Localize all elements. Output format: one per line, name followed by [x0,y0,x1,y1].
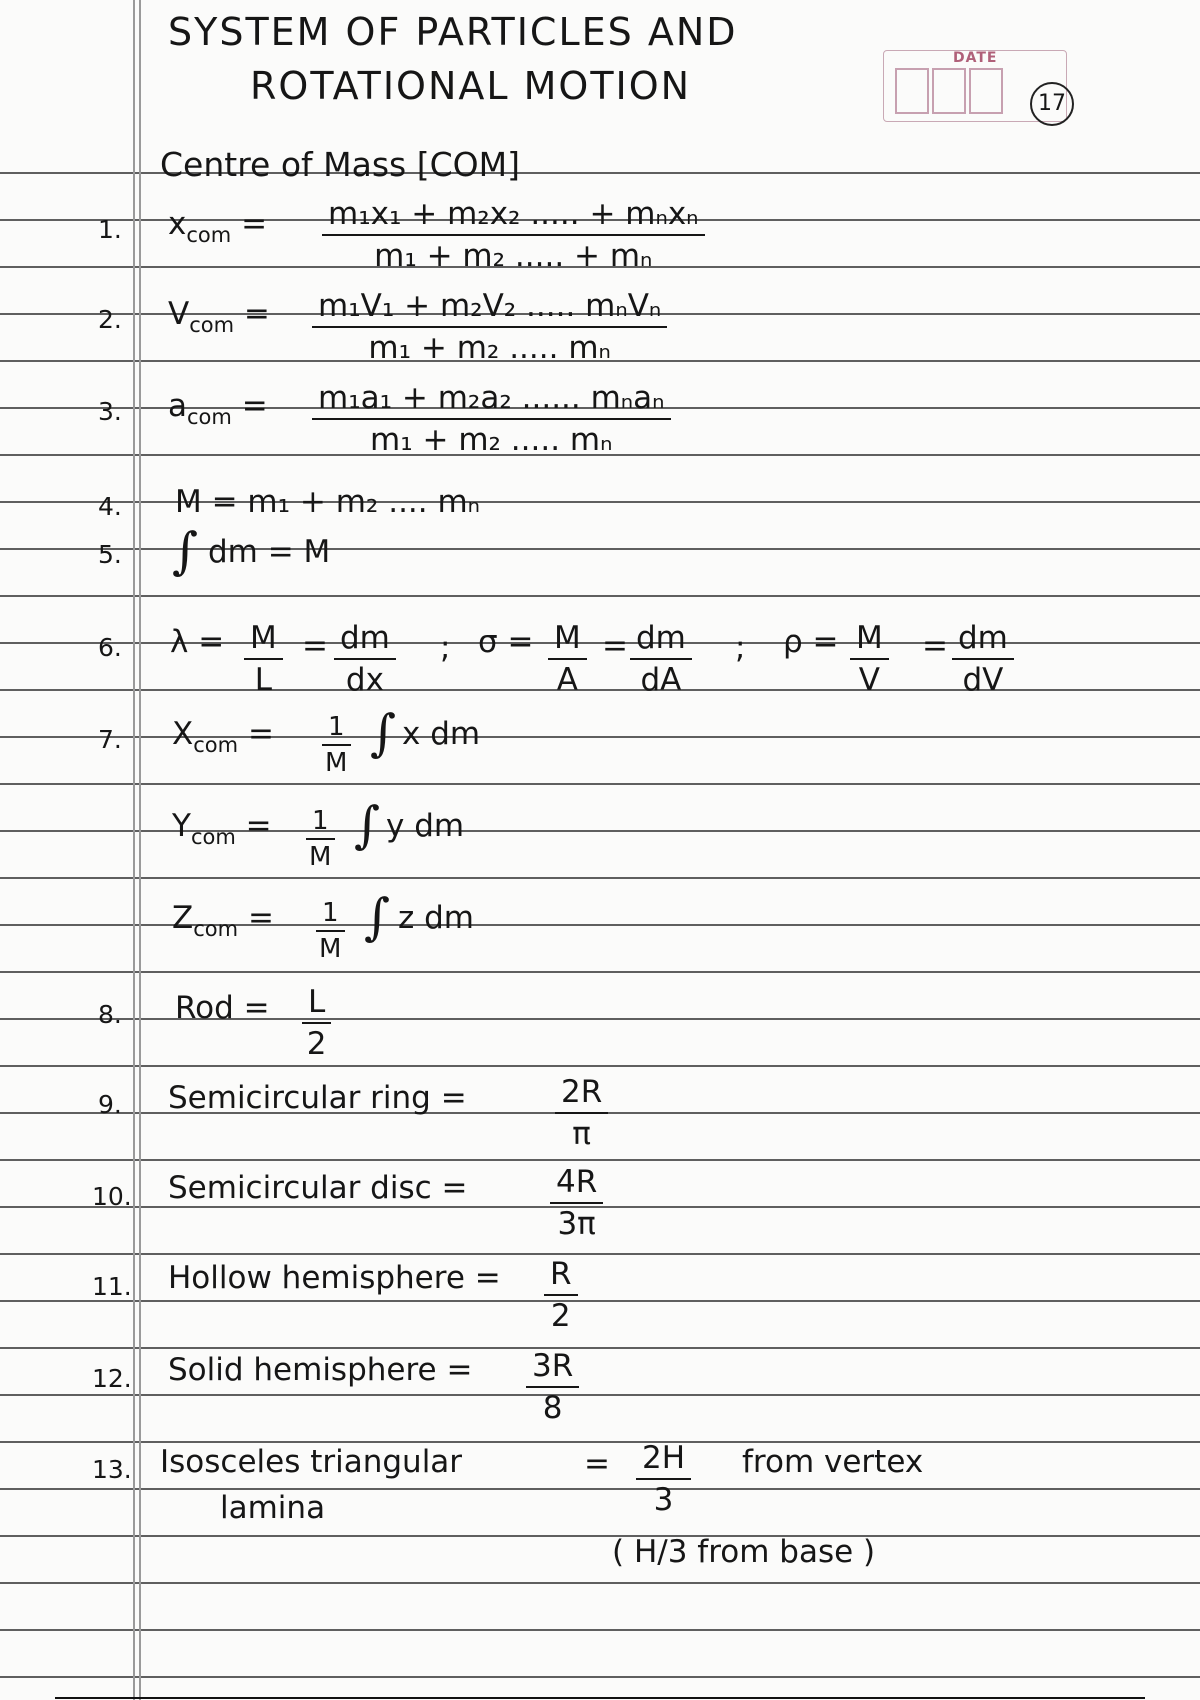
item-number-1: 1. [98,215,122,244]
eq7-z-one: 1 [316,898,345,932]
eq6-sigma-frac-1 [548,620,587,698]
eq11-denominator: 2 [550,1298,571,1334]
eq2-denominator: m₁ + m₂ ..... mₙ [368,330,611,366]
margin-line-right [139,0,141,1700]
eq3-numerator: m₁a₁ + m₂a₂ ...... mₙaₙ [312,380,671,420]
eq7-x-integral-sign: ∫ [370,704,397,762]
eq6-num-M: M [244,620,283,660]
eq12-label: Solid hemisphere = [168,1352,473,1388]
eq11-label: Hollow hemisphere = [168,1260,501,1296]
eq13-equals: = [584,1446,610,1482]
eq9-denominator: π [572,1116,591,1152]
eq6-den-A: A [556,662,578,698]
item-number-11: 11. [92,1272,132,1301]
item-number-3: 3. [98,397,122,426]
eq7-y-one: 1 [306,806,335,840]
date-label: DATE [953,50,998,66]
date-cell-month [932,68,966,114]
eq10-label: Semicircular disc = [168,1170,468,1206]
eq7-x-one: 1 [322,712,351,746]
eq6-rho-frac-2 [952,620,1014,698]
eq6-separator-1: ; [440,630,451,666]
eq13-fraction [636,1440,691,1518]
eq6-rho: ρ = [783,624,839,660]
eq11-numerator: R [544,1256,578,1296]
eq6-equals-2: = [602,628,628,664]
eq7-y-frac [306,806,335,872]
item-number-4: 4. [98,492,122,521]
eq5-expression: dm = M [208,534,331,570]
eq10-fraction [550,1164,603,1242]
eq7-y-integrand: y dm [386,808,465,844]
eq9-fraction [555,1074,608,1152]
eq3-fraction [312,380,671,458]
eq2-numerator: m₁V₁ + m₂V₂ ..... mₙVₙ [312,288,667,328]
eq3-lhs: $a_{com}$ = [168,388,268,429]
eq9-numerator: 2R [555,1074,608,1114]
eq7-z-integral-sign: ∫ [364,888,391,946]
eq13-label-line-1: Isosceles triangular [160,1444,463,1480]
eq7-x-M: M [325,748,348,778]
eq6-den-dA: dA [640,662,682,698]
eq8-denominator: 2 [306,1026,327,1062]
eq13-numerator: 2H [636,1440,691,1480]
eq10-numerator: 4R [550,1164,603,1204]
eq13-denominator: 3 [653,1482,674,1518]
eq7-z-frac [316,898,345,964]
date-cell-year [969,68,1003,114]
eq6-rho-num-dm: dm [952,620,1014,660]
eq6-sigma: σ = [478,624,534,660]
eq8-fraction [302,984,331,1062]
eq6-separator-2: ; [735,630,746,666]
eq6-den-L: L [254,662,273,698]
eq2-fraction [312,288,667,366]
item-number-13: 13. [92,1455,132,1484]
eq7-z-M: M [319,934,342,964]
item-number-8: 8. [98,1000,122,1029]
eq10-denominator: 3π [557,1206,596,1242]
section-title: Centre of Mass [COM] [160,145,520,184]
eq7-y-lhs: $Y_{com}$ = [172,808,272,849]
eq7-x-frac [322,712,351,778]
eq8-label: Rod = [175,990,270,1026]
eq7-y-integral-sign: ∫ [354,796,381,854]
eq6-rho-num-M: M [850,620,889,660]
eq12-numerator: 3R [526,1348,579,1388]
bottom-rule [55,1697,1145,1699]
eq5-integral-sign: ∫ [172,522,199,580]
eq6-lambda: λ = [170,624,225,660]
item-number-7: 7. [98,725,122,754]
eq1-fraction [322,196,705,274]
eq7-z-integrand: z dm [398,900,475,936]
eq8-numerator: L [302,984,331,1024]
eq6-den-dx: dx [345,662,384,698]
eq13-label-line-2: lamina [220,1490,326,1526]
eq6-num-dm: dm [334,620,396,660]
eq9-label: Semicircular ring = [168,1080,467,1116]
margin-line-left [133,0,135,1700]
eq13-suffix: from vertex [742,1444,924,1480]
date-cell-day [895,68,929,114]
item-number-10: 10. [92,1182,132,1211]
eq6-sigma-frac-2 [630,620,692,698]
item-number-12: 12. [92,1364,132,1393]
eq7-z-lhs: $Z_{com}$ = [172,900,274,941]
eq13-note: ( H/3 from base ) [612,1534,876,1570]
eq12-fraction [526,1348,579,1426]
eq1-lhs: $x_{com}$ = [168,206,268,247]
eq1-numerator: m₁x₁ + m₂x₂ ..... + mₙxₙ [322,196,705,236]
eq6-lambda-frac-1 [244,620,283,698]
eq6-sigma-num-dm: dm [630,620,692,660]
item-number-5: 5. [98,540,122,569]
eq7-y-M: M [309,842,332,872]
eq7-x-integrand: x dm [402,716,481,752]
page-title-line-2: ROTATIONAL MOTION [250,64,692,108]
eq7-x-lhs: $X_{com}$ = [172,716,274,757]
item-number-9: 9. [98,1090,122,1119]
eq3-denominator: m₁ + m₂ ..... mₙ [370,422,613,458]
item-number-6: 6. [98,633,122,662]
page-title-line-1: SYSTEM OF PARTICLES AND [168,10,738,54]
eq2-lhs: $V_{com}$ = [168,296,270,337]
eq6-sigma-num-M: M [548,620,587,660]
page-number: 17 [1030,82,1074,126]
eq4-expression: M = m₁ + m₂ .... mₙ [175,484,481,520]
eq6-lambda-frac-2 [334,620,396,698]
eq11-fraction [544,1256,578,1334]
eq12-denominator: 8 [542,1390,563,1426]
eq6-den-V: V [858,662,880,698]
eq6-den-dV: dV [962,662,1004,698]
eq6-equals-1: = [302,628,328,664]
eq6-rho-frac-1 [850,620,889,698]
item-number-2: 2. [98,305,122,334]
eq1-denominator: m₁ + m₂ ..... + mₙ [374,238,653,274]
eq6-equals-3: = [922,628,948,664]
